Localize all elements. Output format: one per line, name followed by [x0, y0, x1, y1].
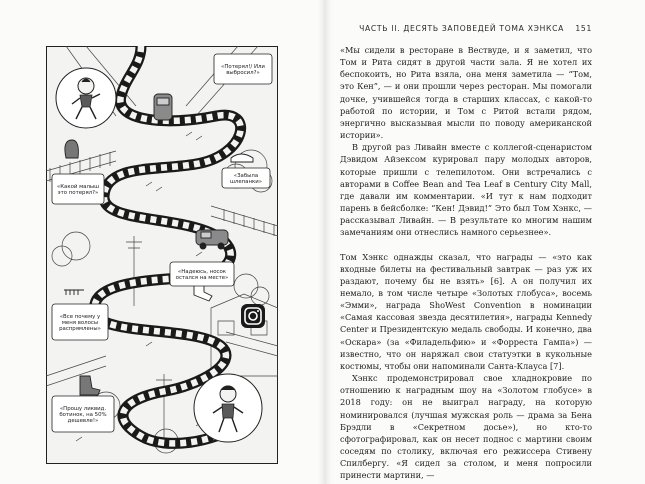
bubble-text-4	[176, 269, 229, 281]
bubble-line: это потерял?»	[57, 190, 99, 197]
bubble-forgot-slippers	[222, 168, 270, 188]
bubble-line: «Все почему у	[59, 313, 101, 320]
board-game-illustration	[46, 46, 278, 464]
bubble-line: шлепанки»	[229, 179, 263, 186]
bubble-line: дешевле!»	[67, 418, 99, 425]
bubble-text-5	[59, 314, 101, 332]
book-gutter	[318, 0, 332, 484]
paragraph-levine: В другой раз Ливайн вместе с коллегой-сценаристом Дэвидом Айзексом курировал пару молодых авторов, которые пришли с телепилотом. Они встречались с авторами в Coffee Bean and Tea Leaf в Century City Mall, где давали им комментарии. «И тут к нам подходит парень в бейсболке: “Кен! Дэвид!” Это был Том Хэнкс, — рассказывал Ливайн. — В результате ко многим нашим замечаниям они отнеслись намного серьезнее».	[340, 142, 592, 238]
bubble-sock	[170, 262, 234, 286]
illustration-svg	[46, 46, 278, 464]
figure-circle-top	[56, 68, 116, 128]
page-number: 151	[575, 24, 592, 33]
bubble-boots-sale	[52, 396, 114, 432]
bubble-line: «Потерял!/ Или	[221, 63, 265, 70]
section-gap	[340, 239, 592, 251]
bubble-text-1a	[221, 64, 265, 76]
bubble-which-kid	[52, 174, 104, 204]
body-text	[340, 44, 592, 481]
paragraph-quote-restaurant: «Мы сидели в ресторане в Вествуде, и я заметил, что Том и Рита сидят в другой части зала. Я не хотел их беспокоить, но Рита взяла, она меня заметила — “Том, это Кен”, — и они прошли через ресторан. Мы помогали дочке, учившейся тогда в старших классах, с какой-то работой по истории, и Том с Ритой встали рядом, энергично высказывая мысли по поводу американской истории».	[340, 45, 592, 141]
bubble-line: «Прошу ликвид.	[59, 405, 107, 412]
bubble-line: «Надеюсь, носок	[177, 268, 227, 275]
paragraph-golden-globe: Хэнкс продемонстрировал свое хладнокровие по отношению к наградным шоу на «Золотом глобусе» в 2018 году: он не выиграл награду, на которую номинировался (лучшая мужская роль — драма за Бена Брэдли в «Секретном досье»), но кто-то сфотографировал, как он несет поднос с мартини своим соседям по столику, включая его режиссера Стивену Спилбергу. «Я сидел за столом, и меня попросили принести мартини, —	[340, 373, 592, 481]
bubble-line: «Забыла	[233, 172, 259, 179]
bubble-line: выбросил?»	[226, 70, 260, 77]
instagram-icon	[241, 304, 265, 328]
running-header	[340, 22, 592, 36]
bubble-text-3	[230, 173, 262, 185]
figure-circle-bottom	[194, 374, 262, 442]
bubble-text-2	[57, 183, 99, 196]
bubble-line: распрямлены»	[59, 326, 101, 333]
bubble-lost-or-thrown	[214, 54, 272, 84]
paragraph-awards: Том Хэнкс однажды сказал, что награды — «это как входные билеты на фестивальный завтрак — раз уж их раздают, почему бы не взять» [6]. А он получил их немало, в том числе четыре «Золотых глобуса», восемь «Эмми», награда ShoWest Convention в номинации «Самая кассовая звезда десятилетия», награды Kennedy Center и Президентскую медаль свободы. И конечно, два «Оскара» (за «Филадельфию» и «Форреста Гампа») — известно, что он наряжал свои статуэтки в кукольные костюмы, чтобы они напоминали Санта-Клауса [7].	[340, 251, 592, 371]
car-top	[154, 94, 172, 120]
bubble-line: меня волосы	[61, 320, 99, 326]
bubble-line: ботинок, на 50%	[59, 412, 107, 418]
bubble-line: «Какой малыш	[56, 183, 100, 190]
running-title: ЧАСТЬ II. ДЕСЯТЬ ЗАПОВЕДЕЙ ТОМА ХЭНКСА	[359, 24, 564, 33]
bubble-line: остался на месте»	[175, 275, 229, 282]
bubble-hair	[52, 304, 108, 340]
